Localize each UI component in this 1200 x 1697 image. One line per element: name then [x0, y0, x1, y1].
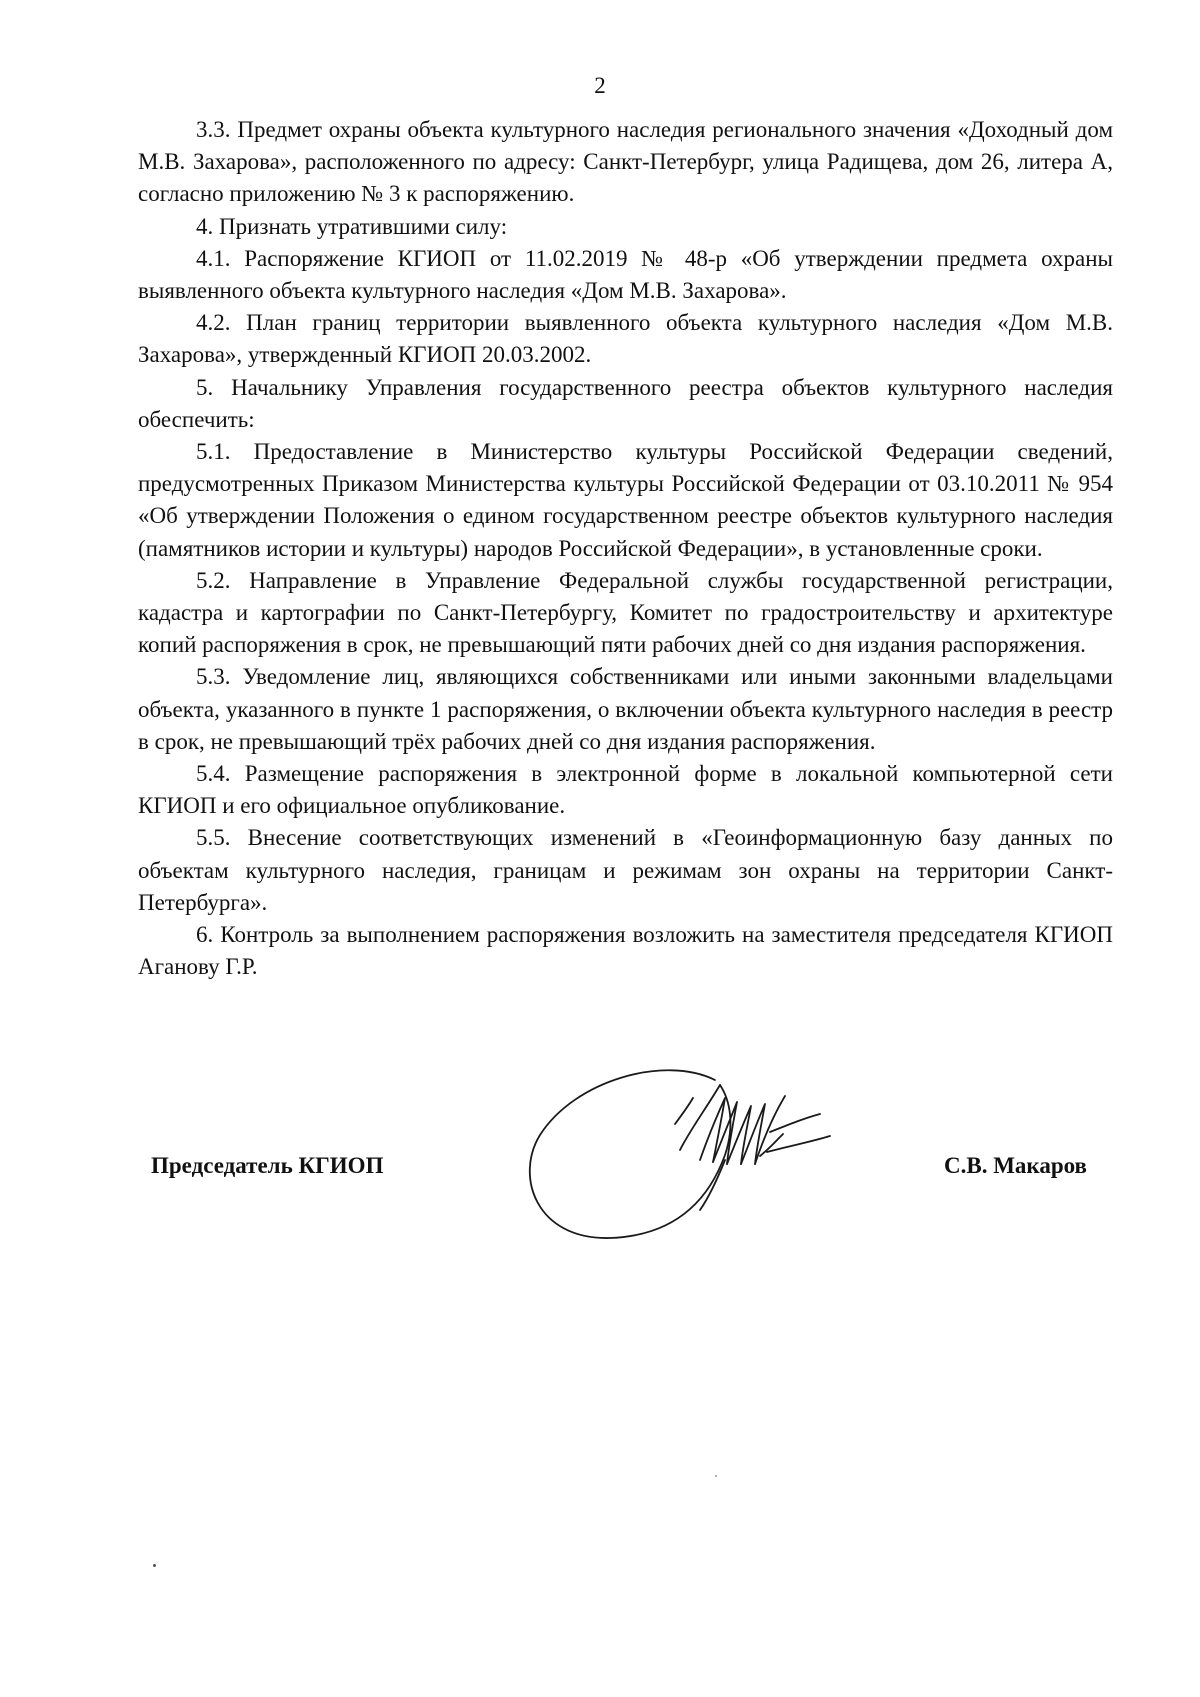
signatory-title: Председатель КГИОП	[151, 1153, 384, 1178]
document-body	[138, 114, 1113, 983]
paragraph-5-3: 5.3. Уведомление лиц, являющихся собственниками или иными законными владельцами объекта, указанного в пункте 1 распоряжения, о включении объекта культурного наследия в реестр в срок, не превышающий трёх рабочих дней со дня издания распоряжения.	[138, 664, 1113, 754]
paragraph-5-5: 5.5. Внесение соответствующих изменений в «Геоинформационную базу данных по объектам культурного наследия, границам и режимам зон охраны на территории Санкт-Петербурга».	[138, 825, 1113, 915]
paragraph-5-4: 5.4. Размещение распоряжения в электронной форме в локальной компьютерной сети КГИОП и его официальное опубликование.	[138, 761, 1113, 819]
scan-speck	[715, 1475, 717, 1477]
signature-block	[0, 1060, 1200, 1240]
paragraph-5-2: 5.2. Направление в Управление Федеральной службы государственной регистрации, кадастра и картографии по Санкт-Петербургу, Комитет по градостроительству и архитектуре копий распоряжения в срок, не превышающий пяти рабочих дней со дня издания распоряжения.	[138, 567, 1113, 658]
paragraph-3-3: 3.3. Предмет охраны объекта культурного наследия регионального значения «Доходный дом М.В. Захарова», расположенного по адресу: Санкт-Петербург, улица Радищева, дом 26, литера А, согласно приложению № 3 к распоряжению.	[138, 117, 1113, 207]
paragraph-6: 6. Контроль за выполнением распоряжения возложить на заместителя председателя КГИОП Аганову Г.Р.	[138, 922, 1113, 980]
handwritten-signature	[515, 1060, 895, 1240]
paragraph-5: 5. Начальнику Управления государственного реестра объектов культурного наследия обеспечить:	[138, 374, 1113, 432]
page-number: 2	[594, 73, 606, 98]
paragraph-4-2: 4.2. План границ территории выявленного объекта культурного наследия «Дом М.В. Захарова», утвержденный КГИОП 20.03.2002.	[138, 310, 1113, 368]
paragraph-4: 4. Признать утратившими силу:	[196, 213, 508, 239]
signatory-name: С.В. Макаров	[944, 1153, 1087, 1178]
paragraph-5-1: 5.1. Предоставление в Министерство культуры Российской Федерации сведений, предусмотренных Приказом Министерства культуры Российской Федерации от 03.10.2011 № 954 «Об утверждении Положения о едином государственном реестре объектов культурного наследия (памятников истории и культуры) народов Российской Федерации», в установленные сроки.	[138, 439, 1113, 561]
paragraph-4-1: 4.1. Распоряжение КГИОП от 11.02.2019 № 48-р «Об утверждении предмета охраны выявленного объекта культурного наследия «Дом М.В. Захарова».	[138, 245, 1113, 304]
scan-speck	[153, 1564, 156, 1567]
